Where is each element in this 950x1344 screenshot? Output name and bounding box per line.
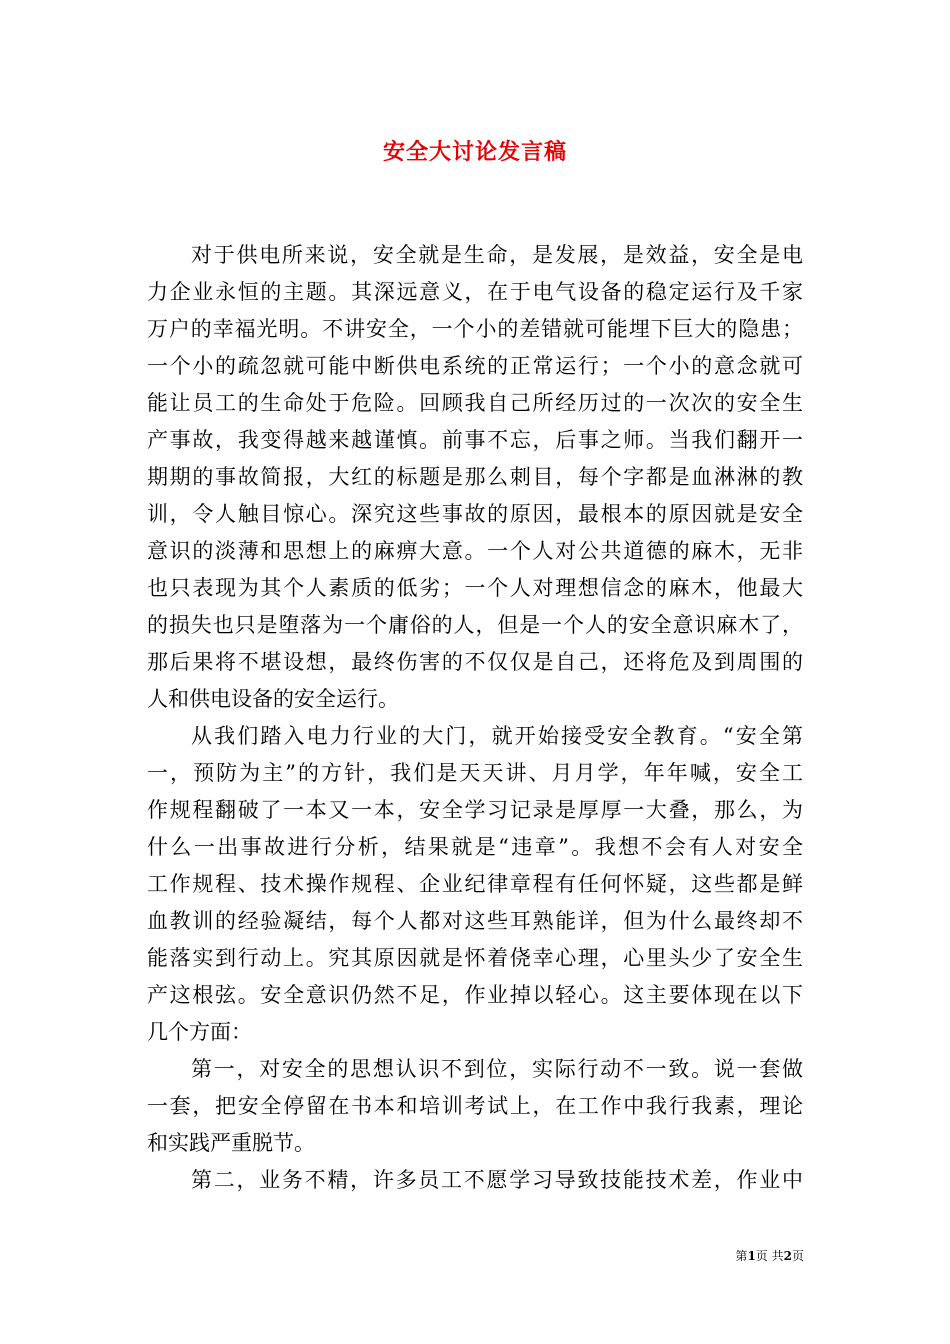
text-line: 和实践严重脱节。 bbox=[147, 1131, 315, 1155]
footer-prefix: 第 bbox=[735, 1249, 748, 1263]
document-body bbox=[147, 237, 803, 1199]
text-line: 产事故，我变得越来越谨慎。前事不忘，后事之师。当我们翻开一 bbox=[147, 428, 803, 452]
text-line: 作规程翻破了一本又一本，安全学习记录是厚厚一大叠，那么，为 bbox=[147, 798, 803, 822]
text-line: 几个方面： bbox=[147, 1020, 252, 1044]
text-line: 能让员工的生命处于危险。回顾我自己所经历过的一次次的安全生 bbox=[147, 391, 803, 415]
text-line: 工作规程、技术操作规程、企业纪律章程有任何怀疑，这些都是鲜 bbox=[147, 872, 803, 896]
document-title: 安全大讨论发言稿 bbox=[382, 139, 567, 165]
text-line: 第二，业务不精，许多员工不愿学习导致技能技术差，作业中 bbox=[191, 1168, 803, 1192]
text-line: 一套，把安全停留在书本和培训考试上，在工作中我行我素，理论 bbox=[147, 1094, 803, 1118]
text-line: 也只表现为其个人素质的低劣；一个人对理想信念的麻木，他最大 bbox=[147, 576, 803, 600]
text-line: 训，令人触目惊心。深究这些事故的原因，最根本的原因就是安全 bbox=[147, 502, 803, 526]
footer-middle: 页 共 bbox=[755, 1249, 784, 1263]
footer-current-page: 1 bbox=[747, 1249, 756, 1263]
footer-total-pages: 2 bbox=[783, 1249, 792, 1263]
text-line: 人和供电设备的安全运行。 bbox=[147, 687, 399, 711]
text-line: 一，预防为主”的方针，我们是天天讲、月月学，年年喊，安全工 bbox=[147, 761, 803, 785]
text-line: 什么一出事故进行分析，结果就是“违章”。我想不会有人对安全 bbox=[147, 835, 803, 859]
text-line: 力企业永恒的主题。其深远意义，在于电气设备的稳定运行及千家 bbox=[147, 280, 803, 304]
text-line: 的损失也只是堕落为一个庸俗的人，但是一个人的安全意识麻木了， bbox=[147, 613, 803, 637]
text-line: 从我们踏入电力行业的大门，就开始接受安全教育。“安全第 bbox=[191, 724, 803, 748]
text-line: 期期的事故简报，大红的标题是那么刺目，每个字都是血淋淋的教 bbox=[147, 465, 803, 489]
text-line: 那后果将不堪设想，最终伤害的不仅仅是自己，还将危及到周围的 bbox=[147, 650, 803, 674]
text-line: 一个小的疏忽就可能中断供电系统的正常运行；一个小的意念就可 bbox=[147, 354, 803, 378]
text-line: 第一，对安全的思想认识不到位，实际行动不一致。说一套做 bbox=[191, 1057, 803, 1081]
text-line: 意识的淡薄和思想上的麻痹大意。一个人对公共道德的麻木，无非 bbox=[147, 539, 803, 563]
page-footer bbox=[735, 1248, 804, 1264]
text-line: 对于供电所来说，安全就是生命，是发展，是效益，安全是电 bbox=[191, 243, 803, 267]
footer-suffix: 页 bbox=[791, 1249, 804, 1263]
text-line: 血教训的经验凝结，每个人都对这些耳熟能详，但为什么最终却不 bbox=[147, 909, 803, 933]
text-line: 能落实到行动上。究其原因就是怀着侥幸心理，心里头少了安全生 bbox=[147, 946, 803, 970]
text-line: 万户的幸福光明。不讲安全，一个小的差错就可能埋下巨大的隐患； bbox=[147, 317, 803, 341]
text-line: 产这根弦。安全意识仍然不足，作业掉以轻心。这主要体现在以下 bbox=[147, 983, 803, 1007]
